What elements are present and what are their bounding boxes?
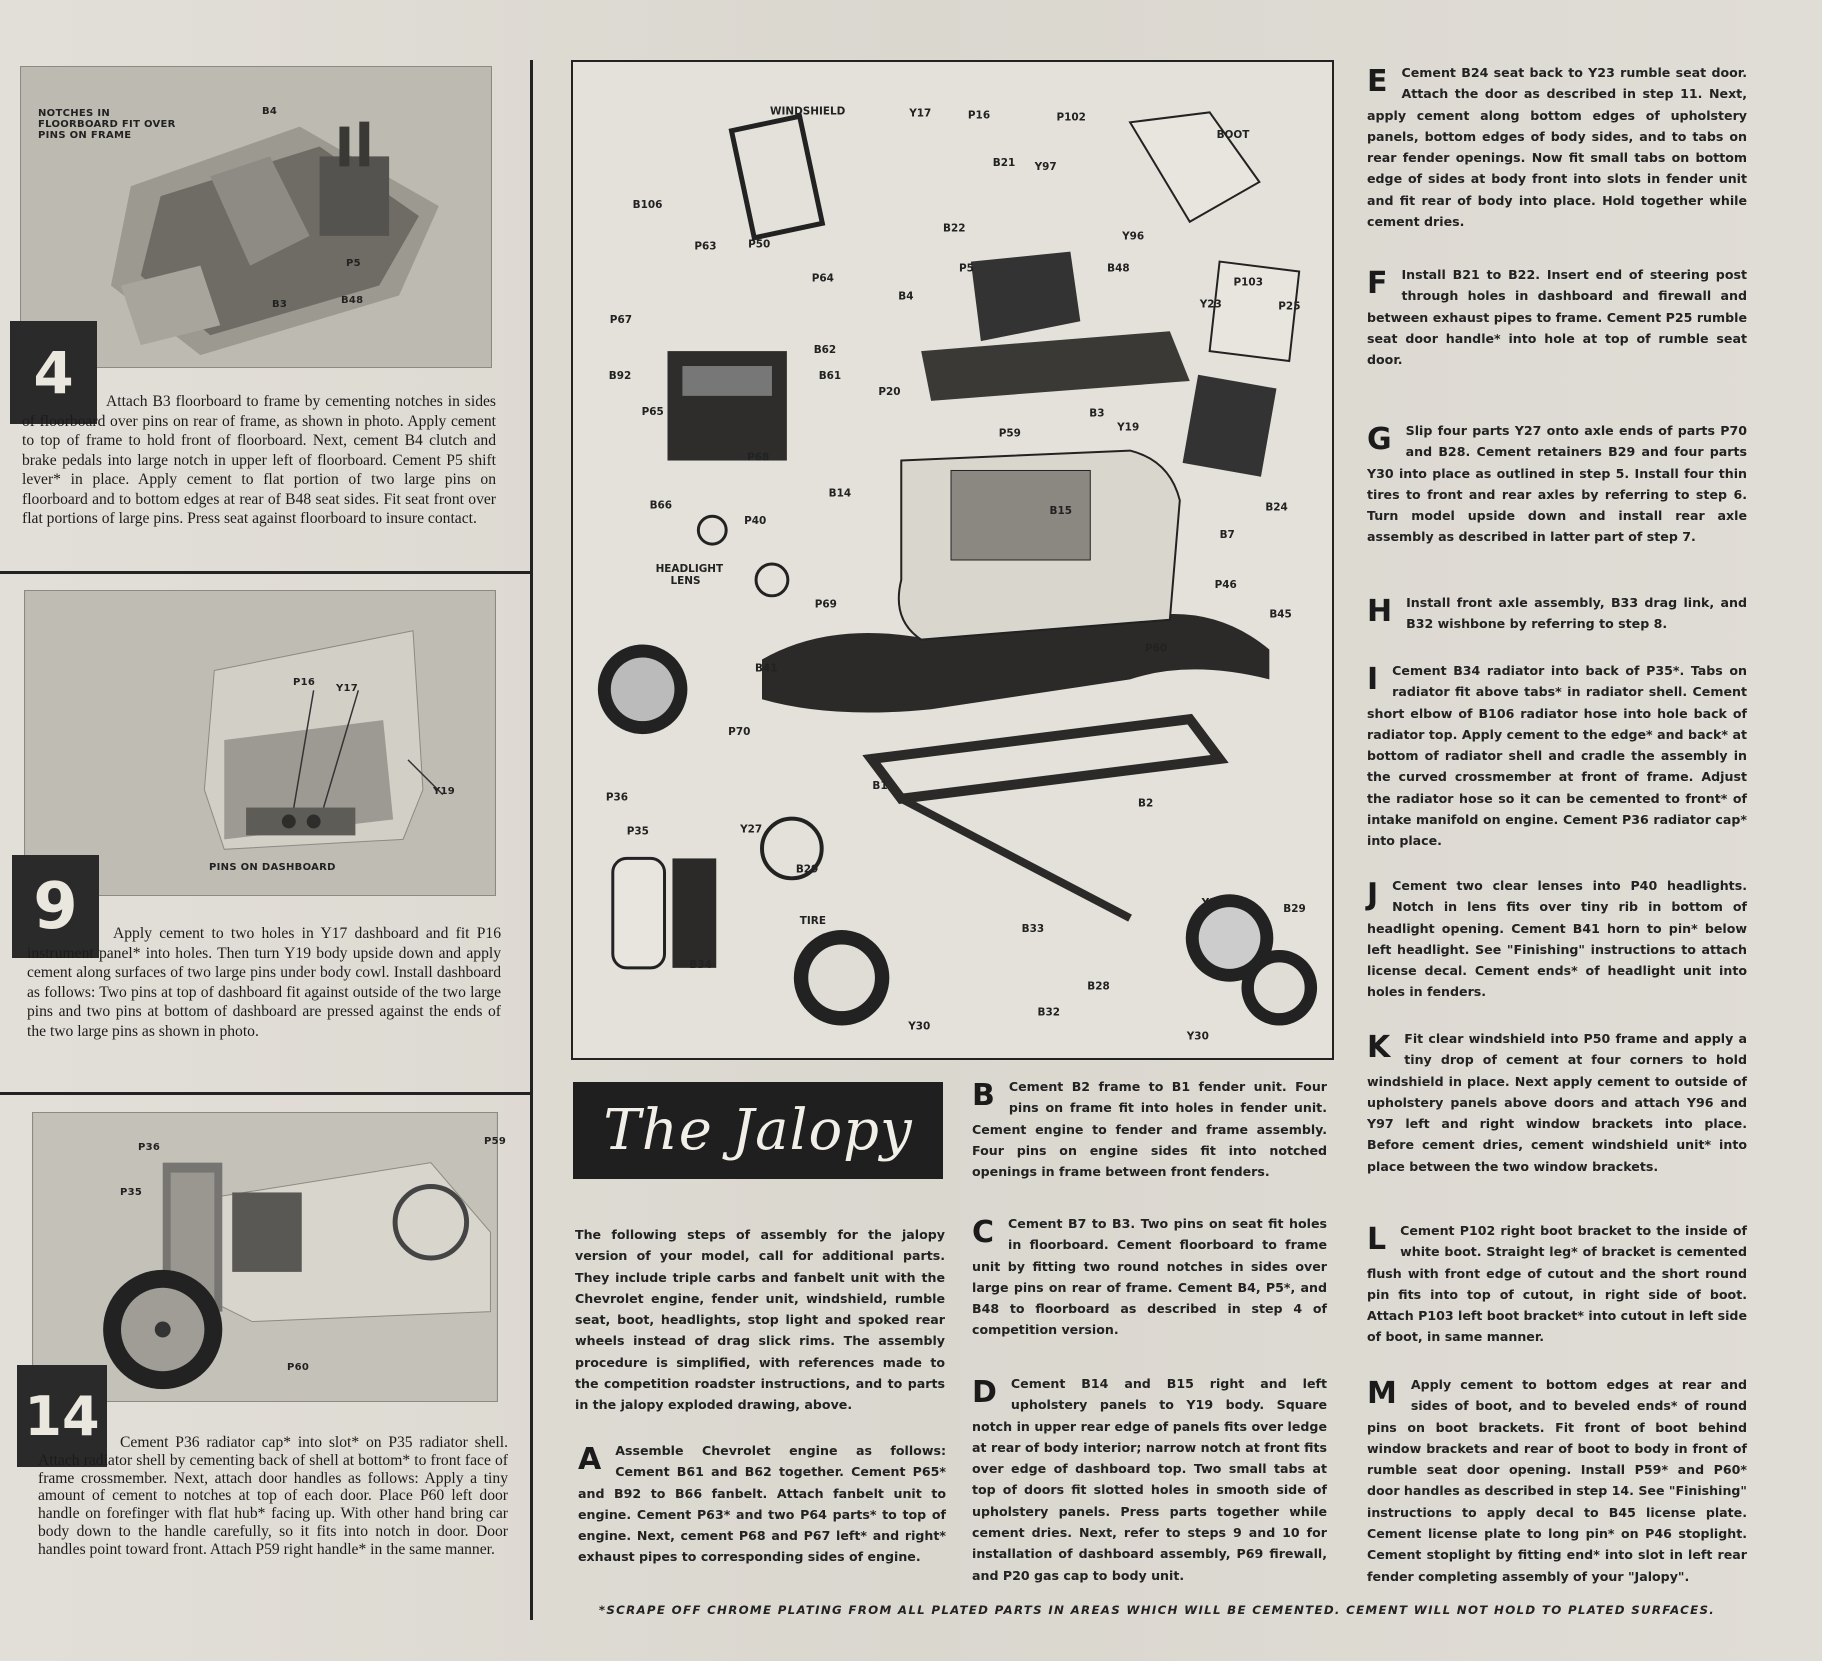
step-c <box>972 1213 1327 1341</box>
label-p65: P65 <box>641 405 664 418</box>
step-m-text: Apply cement to bottom edges at rear and sides of boot, and to beveled ends* of round pins on boot brackets. Fit front of boot behind window brackets and rear of boot to body in front of rumble seat door opening. Install P59* and P60* door handles as described in step 14. See "Finishing" instructions to apply decal to B45 license plate. Cement license plate to long pin* on P46 stoplight. Cement stoplight by fitting end* into slot in left rear fender completing assembly of your "Jalopy". <box>1367 1377 1747 1584</box>
step-g <box>1367 420 1747 548</box>
label-y96: Y96 <box>1122 230 1145 243</box>
page-title: The Jalopy <box>573 1082 943 1179</box>
step-m-letter: M <box>1367 1376 1397 1411</box>
label-b34: B34 <box>689 958 712 971</box>
label-b66: B66 <box>649 499 673 512</box>
label-p68: P68 <box>747 451 770 464</box>
left-column <box>0 0 530 1661</box>
label-headlight: HEADLIGHT <box>655 562 724 575</box>
step-9-photo <box>24 590 496 896</box>
label-b28: B28 <box>1087 980 1110 993</box>
exploded-drawing-art <box>573 62 1332 1058</box>
label-boot: BOOT <box>1216 129 1250 142</box>
callout-notches: NOTCHES IN FLOORBOARD FIT OVER PINS ON FRAME <box>38 108 176 141</box>
callout-p59: P59 <box>484 1136 507 1147</box>
step-4-text: Attach B3 floorboard to frame by cementing notches in sides of floorboard over pins on rear of frame, as shown in photo. Apply cement to top of frame to hold front of floorboard. Next, cement B4 clutch and brake pedals into large notch in upper left of floorboard. Cement P5 shift lever* in place. Apply cement to flat portion of two large pins on floorboard and to bottom edges at rear of B48 seat sides. Fit seat front over flat portions of large pins. Press seat against floorboard to insure contact. <box>22 393 496 527</box>
step-m <box>1367 1374 1747 1587</box>
callout-p60: P60 <box>287 1362 310 1373</box>
step-4-number: 4 <box>10 321 97 424</box>
label-b15: B15 <box>1049 505 1072 518</box>
callout-p5: P5 <box>346 258 361 269</box>
step-i-text: Cement B34 radiator into back of P35*. Tabs on radiator fit above tabs* in radiator shell. Cement short elbow of B106 radiator hose into hole back of radiator top. Apply cement to the edge* and back* at bottom of radiator shell and cradle the assembly in the curved crossmember at front of frame. Adjust the radiator hose so it can be cemented to front* of intake manifold on engine. Cement P36 radiator cap* into place. <box>1367 663 1747 849</box>
step-h-text: Install front axle assembly, B33 drag link, and B32 wishbone by referring to step 8. <box>1406 595 1747 632</box>
callout-y17: Y17 <box>336 683 359 694</box>
label-y30: Y30 <box>908 1020 931 1033</box>
footnote: *SCRAPE OFF CHROME PLATING FROM ALL PLATED PARTS IN AREAS WHICH WILL BE CEMENTED. CEMENT WILL NOT HOLD TO PLATED SURFACES. <box>598 1603 1716 1617</box>
exploded-drawing <box>571 60 1334 1060</box>
label-windshield: WINDSHIELD <box>769 105 846 118</box>
divider <box>0 571 532 574</box>
label-p67: P67 <box>609 314 632 327</box>
callout-p35: P35 <box>120 1187 143 1198</box>
step-9-text: Apply cement to two holes in Y17 dashboard and fit P16 instrument panel* into holes. Then turn Y19 body upside down and apply cement along surfaces of two large pins under body cowl. Install dashboard as follows: Two pins at top of dashboard fit against outside of the two large pins and two pins at bottom of dashboard are pressed against the ends of the two large pins as shown in photo. <box>27 925 501 1040</box>
step-k <box>1367 1028 1747 1177</box>
step-g-text: Slip four parts Y27 onto axle ends of parts P70 and B28. Cement retainers B29 and four parts Y30 into place as outlined in step 5. Install four thin tires to front and rear axles by referring to step 6. Turn model upside down and install rear axle assembly as described in latter part of step 7. <box>1367 423 1747 545</box>
label-y17: Y17 <box>909 107 932 120</box>
label-b29-rear: B29 <box>1283 903 1306 916</box>
label-b22: B22 <box>943 222 966 235</box>
step-k-text: Fit clear windshield into P50 frame and apply a tiny drop of cement at four corners to hold windshield in place. Next apply cement to outside of upholstery panels above doors and attach Y96 and Y97 left and right window brackets into place. Before cement dries, cement windshield unit* into place between the two window brackets. <box>1367 1031 1747 1174</box>
label-b3: B3 <box>1089 407 1105 420</box>
label-p25: P25 <box>1278 300 1301 313</box>
step-b-text: Cement B2 frame to B1 fender unit. Four pins on frame fit into holes in fender unit. Cement engine to fender and frame assembly. Four pins on engine sides fit into notched openings in frame between front fenders. <box>972 1079 1327 1180</box>
label-p5: P5 <box>958 262 974 275</box>
callout-p36: P36 <box>138 1142 161 1153</box>
step-l-letter: L <box>1367 1222 1387 1257</box>
intro-text: The following steps of assembly for the jalopy version of your model, call for additional parts. They include triple carbs and fanbelt unit with the Chevrolet engine, fender unit, windshield, rumble seat, boot, headlights, stop light and spoked rear wheels instead of drag slick rims. The assembly procedure is simplified, with references made to the competition roadster instructions, and to parts in the jalopy exploded drawing, above. <box>575 1227 945 1413</box>
label-b29: B29 <box>795 863 819 876</box>
step-g-letter: G <box>1367 422 1392 457</box>
label-b92: B92 <box>608 369 632 382</box>
label-p63: P63 <box>694 240 717 253</box>
step-e-letter: E <box>1367 64 1388 99</box>
label-b4: B4 <box>898 290 914 303</box>
step-a-letter: A <box>578 1442 602 1477</box>
step-b <box>972 1076 1327 1182</box>
label-b41: B41 <box>755 662 778 675</box>
label-p46: P46 <box>1214 578 1237 591</box>
callout-b48: B48 <box>341 295 364 306</box>
label-p64: P64 <box>811 272 834 285</box>
step-h-letter: H <box>1367 594 1393 629</box>
step-b-letter: B <box>972 1078 995 1113</box>
step-j-letter: J <box>1367 877 1379 912</box>
label-p102: P102 <box>1056 111 1086 124</box>
label-b21: B21 <box>992 157 1016 170</box>
label-b1: B1 <box>872 779 888 792</box>
column-divider <box>530 60 533 1620</box>
callout-b4: B4 <box>262 106 278 117</box>
label-y19: Y19 <box>1117 421 1140 434</box>
label-y27: Y27 <box>740 823 763 836</box>
step-14-photo <box>32 1112 498 1402</box>
label-b106: B106 <box>632 198 663 211</box>
label-p50: P50 <box>748 238 771 251</box>
step-c-text: Cement B7 to B3. Two pins on seat fit holes in floorboard. Cement floorboard to frame unit by fitting two round notches in sides over large pins on rear of frame. Cement B4, P5*, and B48 to floorboard as described in step 4 of competition version. <box>972 1216 1327 1338</box>
step-d-text: Cement B14 and B15 right and left upholstery panels to Y19 body. Square notch in upper rear edge of panels fits over ledge at rear of body interior; narrow notch at front fits over edge of dashboard top. Two small tabs at top of doors fit slotted holes in smooth side of upholstery panels. Press parts together while cement dries. Next, refer to steps 9 and 10 for installation of dashboard assembly, P69 firewall, and P20 gas cap to body unit. <box>972 1376 1327 1583</box>
step-c-letter: C <box>972 1215 995 1250</box>
step-j-text: Cement two clear lenses into P40 headlights. Notch in lens fits over tiny rib in bottom of headlight opening. Cement B41 horn to pin* below left headlight. See "Finishing" instructions to attach license decal. Cement ends* of headlight unit into holes in fenders. <box>1367 878 1747 1000</box>
label-y30-rear: Y30 <box>1186 1030 1209 1043</box>
label-b33: B33 <box>1021 923 1045 936</box>
callout-p16: P16 <box>293 677 316 688</box>
label-b14: B14 <box>828 487 852 500</box>
step-i <box>1367 660 1747 852</box>
label-b61: B61 <box>818 369 842 382</box>
label-b32: B32 <box>1037 1006 1061 1019</box>
dashboard-photo-art <box>25 591 495 895</box>
label-b2: B2 <box>1138 797 1154 810</box>
label-p40: P40 <box>744 515 767 528</box>
label-p103: P103 <box>1233 276 1263 289</box>
step-f-letter: F <box>1367 266 1388 301</box>
callout-y19: Y19 <box>433 786 456 797</box>
label-p35: P35 <box>626 825 649 838</box>
step-f <box>1367 264 1747 370</box>
label-p69: P69 <box>814 598 837 611</box>
callout-b3: B3 <box>272 299 288 310</box>
label-p16: P16 <box>967 109 991 122</box>
label-b24: B24 <box>1265 501 1288 514</box>
step-l-text: Cement P102 right boot bracket to the inside of white boot. Straight leg* of bracket is cemented flush with front edge of cutout and the short round pin fits into top of cutout, in right side of boot. Attach P103 left boot bracket* into cutout in left side of boot, in same manner. <box>1367 1223 1747 1345</box>
label-y23: Y23 <box>1199 298 1222 311</box>
step-d <box>972 1373 1327 1586</box>
label-lens: LENS <box>670 574 701 587</box>
radiator-photo-art <box>33 1113 497 1401</box>
step-9-number: 9 <box>12 855 99 958</box>
label-y27-rear: Y27 <box>1201 897 1224 910</box>
label-p70: P70 <box>728 726 751 739</box>
step-e <box>1367 62 1747 232</box>
step-j <box>1367 875 1747 1003</box>
step-14-text: Cement P36 radiator cap* into slot* on P35 radiator shell. Attach radiator shell by cementing back of shell at bottom* to front face of frame crossmember. Next, attach door handles as follows: Apply a tiny amount of cement to notches at top of each door. Place P60 left door handle on forefinger with flat hub* facing up. With other hand bring car body down to the handle carefully, so it fits into notch in door. Door handles point toward front. Attach P59 right handle* in the same manner. <box>38 1434 508 1558</box>
label-y97: Y97 <box>1034 161 1057 174</box>
label-p36: P36 <box>605 791 629 804</box>
callout-pins-on-dashboard: PINS ON DASHBOARD <box>209 862 336 873</box>
label-b48: B48 <box>1107 262 1130 275</box>
label-b7: B7 <box>1219 529 1235 542</box>
label-tire: TIRE <box>799 915 826 928</box>
label-p60: P60 <box>1144 642 1168 655</box>
step-l <box>1367 1220 1747 1348</box>
step-a-text: Assemble Chevrolet engine as follows: Cement B61 and B62 together. Cement P65* and B92 to B66 fanbelt. Attach fanbelt unit to engine. Cement P63* and two P64 parts* to top of engine. Next, cement P68 and P67 left* and right* exhaust pipes to corresponding sides of engine. <box>578 1443 946 1565</box>
step-e-text: Cement B24 seat back to Y23 rumble seat door. Attach the door as described in step 11. Next, apply cement along bottom edges of upholstery panels, bottom edges of body sides, and to tabs on rear fender openings. Now fit small tabs on bottom edge of sides at body front into slots in fender unit and fit rear of body into place. Hold together while cement dries. <box>1367 65 1747 230</box>
step-a <box>578 1440 946 1568</box>
step-14-number: 14 <box>17 1365 107 1467</box>
label-b45: B45 <box>1269 608 1292 621</box>
step-f-text: Install B21 to B22. Insert end of steering post through holes in dashboard and firewall and between exhaust pipes to frame. Cement P25 rumble seat door handle* into hole at top of rumble seat door. <box>1367 267 1747 368</box>
step-i-letter: I <box>1367 662 1379 697</box>
label-p59: P59 <box>998 427 1021 440</box>
step-d-letter: D <box>972 1375 997 1410</box>
step-h <box>1367 592 1747 635</box>
step-k-letter: K <box>1367 1030 1391 1065</box>
label-b62: B62 <box>813 344 837 357</box>
label-p20: P20 <box>878 385 901 398</box>
divider <box>0 1092 532 1095</box>
